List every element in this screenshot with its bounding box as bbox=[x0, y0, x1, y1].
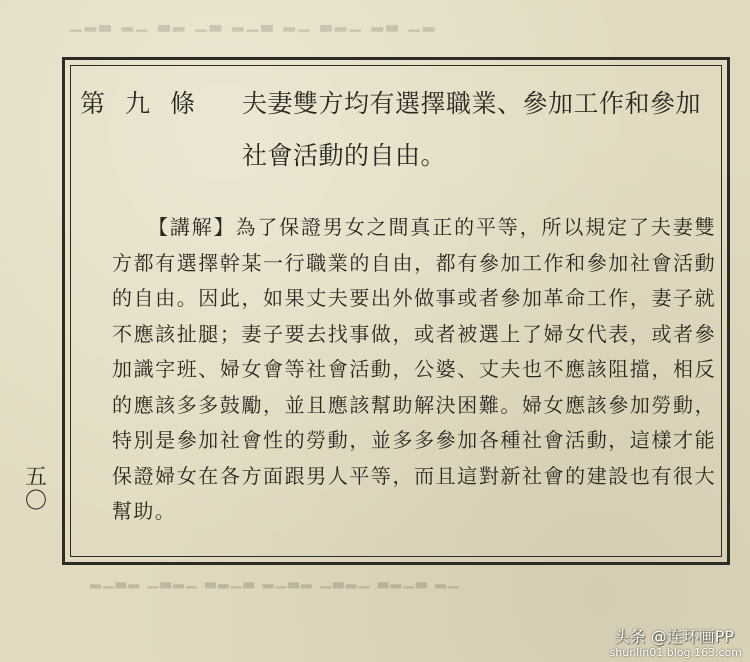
page-number-char: 五 bbox=[24, 465, 47, 490]
explanation-text: 為了保證男女之間真正的平等，所以規定了夫妻雙方都有選擇幹某一行職業的自由，都有參加工作和參加社會活動的自由。因此，如果丈夫要出外做事或者參加革命工作，妻子就不應該扯腿；妻子要去找事做，或者被選上了婦女代表，或者參加識字班、婦女會等社會活動，公婆、丈夫也不應該阻擋，相反的應該多多鼓勵，並且應該幫助解決困難。婦女應該參加勞動，特別是參加社會性的勞動，並多多參加各種社會活動，這樣才能保證婦女在各方面跟男人平等，而且這對新社會的建設也有很大幫助。 bbox=[112, 215, 716, 523]
explanation-label: 【講解】 bbox=[148, 215, 236, 239]
bleed-through-text-top: ▁▂▃ ▂▁ ▃▂ ▁▃ ▂▁▃ ▂▁ ▃▂▁ ▂▃ ▁▂ bbox=[70, 14, 438, 32]
bleed-through-text-bottom: ▂▁▃▂ ▁▃▂▁ ▃▂▁▃ ▂▁▃▂ ▁▃▂▁ ▃▂▁▃ ▂▁ bbox=[90, 573, 461, 589]
watermark-brand: 头条 @连环画PP bbox=[613, 627, 734, 646]
page-number-text bbox=[20, 466, 52, 514]
explanation-paragraph bbox=[112, 210, 716, 530]
watermark-url: shunlin01.blog.163.com bbox=[609, 646, 742, 659]
article-number: 第九條 bbox=[80, 89, 216, 118]
page-number bbox=[20, 466, 52, 514]
page-number-char: 〇 bbox=[24, 489, 47, 514]
article-title: 夫妻雙方均有選擇職業、參加工作和參加社會活動的自由。 bbox=[242, 89, 702, 170]
